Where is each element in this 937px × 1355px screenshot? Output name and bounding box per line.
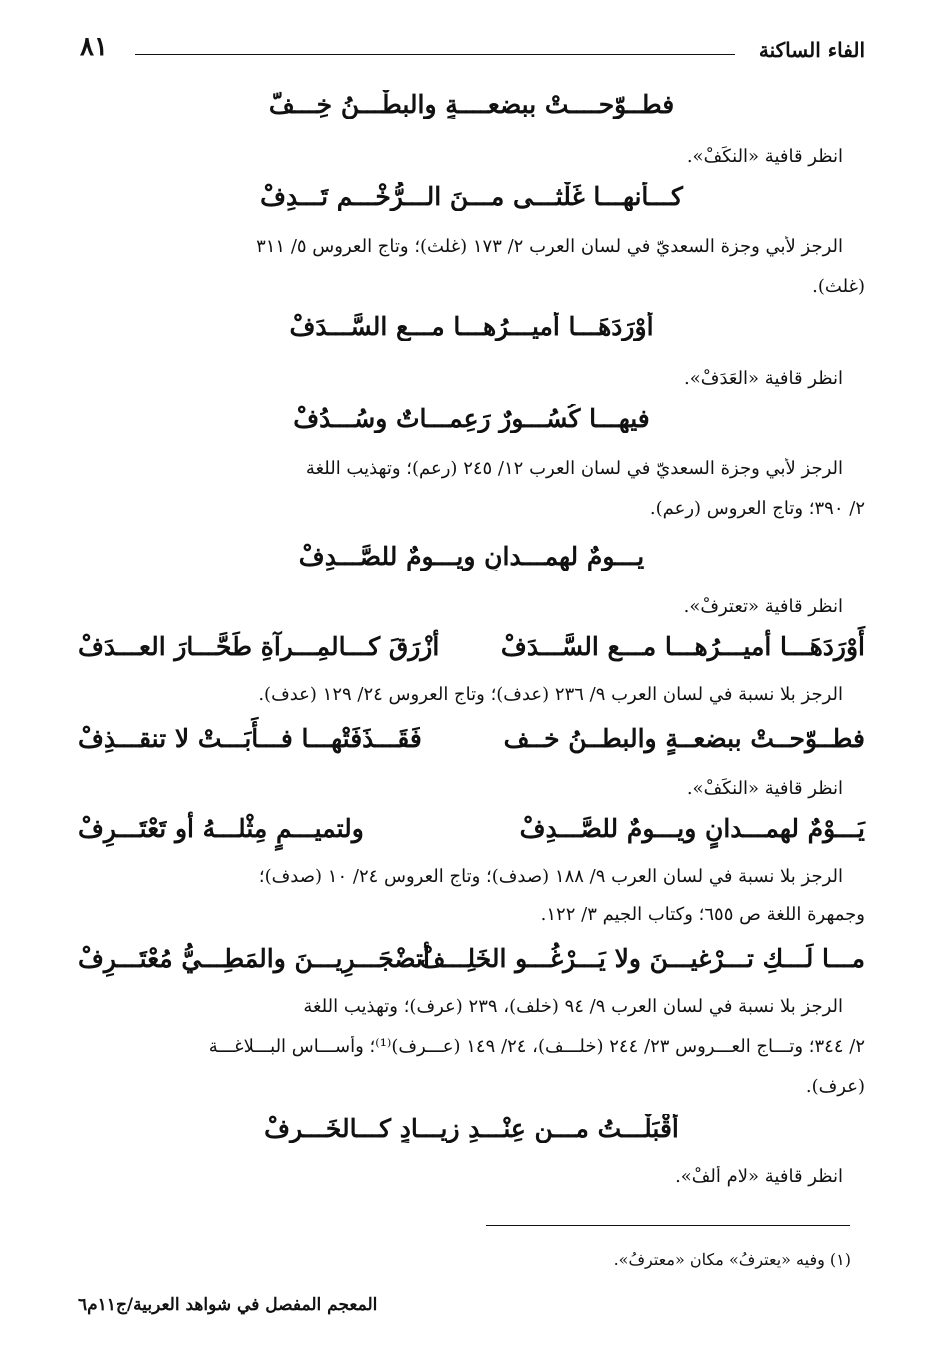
verse-couplet: [78, 724, 865, 760]
verse-line: كـــأنهـــا غَلْثـــى مـــنَ الـــرُّخْـــمِ تَـــدِفْ: [260, 182, 683, 211]
citation-line: الرجز لأبي وجزة السعديّ في لسان العرب ١٢/ ٢٤٥ (رعم)؛ وتهذيب اللغة: [305, 458, 843, 479]
citation-line: ٢/ ٣٤٤؛ وتـــاج العـــروس ٢٣/ ٢٤٤ (خلـــف)، ٢٤/ ١٤٩ (عـــرف)⁽¹⁾؛ وأســـاس البـــلاغـــة: [208, 1036, 865, 1057]
citation-line: (عرف).: [805, 1076, 865, 1097]
book-footer: المعجم المفصل في شواهد العربية/ج١١م٦: [78, 1295, 378, 1315]
verse-line: أَوْرَدَهَـــا أميـــرُهـــا مـــع السَّـــدَفْ: [289, 312, 654, 341]
cross-reference-note: انظر قافية «لام ألفْ».: [675, 1166, 843, 1187]
citation-line: وجمهرة اللغة ص ٦٥٥؛ وكتاب الجيم ٣/ ١٢٢.: [540, 904, 865, 925]
second-hemistich: ولتميـــمٍ مِثْلـــهُ أو تَعْتَـــرِفْ: [78, 814, 364, 843]
verse-line: أَقْبَلْـــتُ مـــن عِنْـــدِ زِيـــادٍ كـــالخَـــرِفْ: [264, 1114, 679, 1143]
cross-reference-note: انظر قافية «النكَفْ».: [686, 146, 843, 167]
verse-couplet: [78, 944, 865, 980]
citation-line: الرجز بلا نسبة في لسان العرب ٩/ ٢٣٦ (عدف)؛ وتاج العروس ٢٤/ ١٢٩ (عدف).: [258, 684, 843, 705]
footnote-rule: [486, 1225, 850, 1226]
citation-line: ٢/ ٣٩٠؛ وتاج العروس (رعم).: [649, 498, 865, 519]
footnote: (١) وفيه «يعترفُ» مكان «معترفُ».: [613, 1250, 851, 1269]
verse-line: يـــومٌ لهمـــدانٍ ويـــومٌ للصَّـــدِفْ: [298, 542, 645, 571]
second-hemistich: فَقَـــذَفَتْهـــا فـــأَبَـــتْ لا تنقـــذِفْ: [78, 724, 422, 753]
citation-line: الرجز لأبي وجزة السعديّ في لسان العرب ٢/ ١٧٣ (غلث)؛ وتاج العروس ٥/ ٣١١: [256, 236, 843, 257]
page-header: [80, 30, 865, 70]
citation-line: الرجز بلا نسبة في لسان العرب ٩/ ٩٤ (خلف)، ٢٣٩ (عرف)؛ وتهذيب اللغة: [303, 996, 843, 1017]
cross-reference-note: انظر قافية «النكَفْ».: [686, 778, 843, 799]
citation-line: (غلث).: [812, 276, 865, 297]
verse-couplet: [78, 632, 865, 668]
first-hemistich: أَوْرَدَهَـــا أميـــرُهـــا مـــع السَّـــدَفْ: [500, 632, 865, 661]
verse-line: فيهـــا كُسُـــورٌ رَعِمـــاتٌ وسُـــدُفْ: [293, 404, 650, 433]
page-number: ٨١: [80, 32, 108, 62]
first-hemistich: مـــا لَـــكِ تـــرْغيـــنَ ولا يَـــرْغُـــو الخَلِـــفْ: [419, 944, 865, 973]
second-hemistich: أتضْجَـــرِيـــنَ والمَطِـــيُّ مُعْتَـــرِفْ: [78, 944, 430, 973]
first-hemistich: فطــوّحــتْ ببضعــةٍ والبطــنُ خــف: [503, 724, 865, 753]
citation-line: الرجز بلا نسبة في لسان العرب ٩/ ١٨٨ (صدف)؛ وتاج العروس ٢٤/ ١٠ (صدف)؛: [258, 866, 843, 887]
header-rule: [135, 54, 735, 55]
cross-reference-note: انظر قافية «تعترفْ».: [683, 596, 843, 617]
second-hemistich: أزْرَقَ كـــالمِـــرآةِ طَحَّـــارَ العـــدَفْ: [78, 632, 440, 661]
section-title: الفاء الساكنة: [758, 38, 865, 62]
verse-line: فطــوّحــــتْ ببضعــــةٍ والبطْـــنُ خِـــفّ: [268, 90, 675, 119]
first-hemistich: يَـــوْمٌ لهمـــدانٍ ويـــومٌ للصَّـــدِفْ: [519, 814, 865, 843]
verse-couplet: [78, 814, 865, 850]
cross-reference-note: انظر قافية «العَدَفْ».: [684, 368, 843, 389]
